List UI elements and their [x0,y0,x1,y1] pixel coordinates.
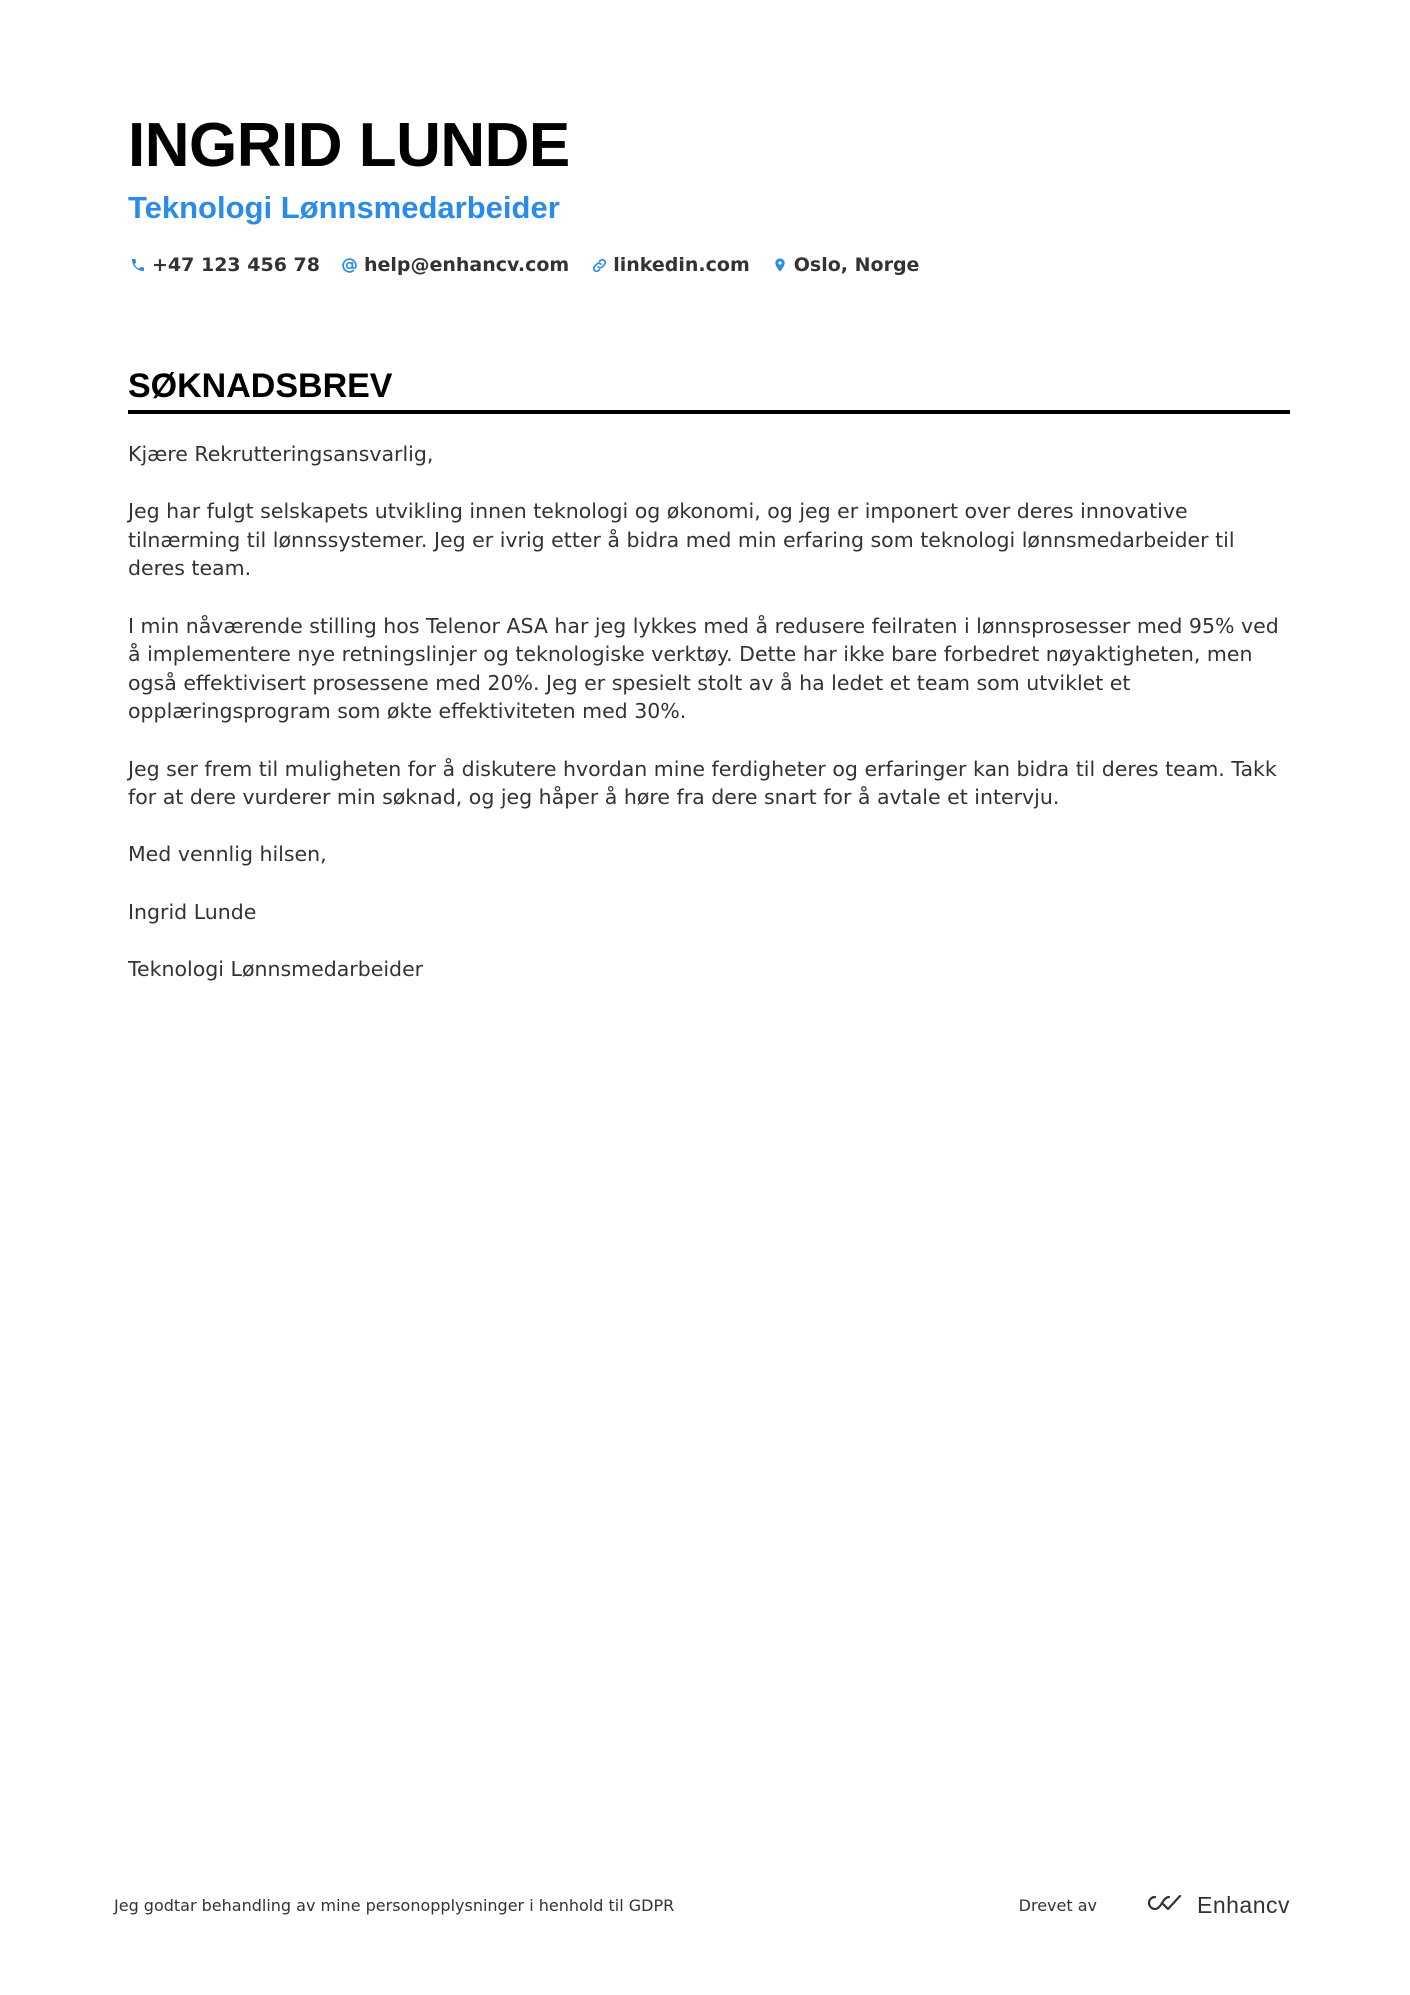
applicant-role: Teknologi Lønnsmedarbeider [128,190,560,225]
at-icon [340,255,360,275]
contact-email [340,254,569,276]
contact-phone [128,254,320,276]
letter-closing: Med vennlig hilsen, [128,842,327,867]
signature-title: Teknologi Lønnsmedarbeider [128,956,424,981]
contact-linkedin [589,254,750,276]
contact-email-text: help@enhancv.com [363,254,570,276]
powered-by-label: Drevet av [1018,1895,1097,1915]
contact-row [128,250,1290,280]
enhancv-logo-icon [1141,1891,1187,1919]
powered-by [1019,1891,1290,1919]
page-footer [114,1890,1290,1920]
cover-letter-page [128,110,1290,1012]
gdpr-consent-text: Jeg godtar behandling av mine personopplysninger i henhold til GDPR [114,1895,675,1915]
contact-location-text: Oslo, Norge [793,254,920,276]
signature-name: Ingrid Lunde [128,899,257,924]
enhancv-logo[interactable] [1141,1891,1290,1919]
phone-icon [128,255,148,275]
enhancv-brand-name: Enhancv [1196,1891,1290,1918]
location-pin-icon [770,255,790,275]
applicant-name: INGRID LUNDE [128,111,570,180]
section-title: SØKNADSBREV [128,366,1290,414]
link-icon [589,255,609,275]
letter-greeting: Kjære Rekrutteringsansvarlig, [128,442,434,466]
letter-paragraph: I min nåværende stilling hos Telenor ASA har jeg lykkes med å redusere feilraten i lønnsprosesser med 95% ved å implementere nye retningslinjer og teknologiske verktøy. Dette har ikke bare forbedret nøyaktigheten, men også effektivisert prosessene med 20%. Jeg er spesielt stolt av å ha ledet et team som utviklet et opplæringsprogram som økte effektiviteten med 30%. [128,613,1279,724]
letter-body [128,440,1290,983]
contact-linkedin-text: linkedin.com [613,254,750,276]
contact-location [770,254,920,276]
letter-paragraph: Jeg har fulgt selskapets utvikling innen teknologi og økonomi, og jeg er imponert over deres innovative tilnærming til lønnssystemer. Jeg er ivrig etter å bidra med min erfaring som teknologi lønnsmedarbeider til deres team. [128,499,1235,581]
contact-phone-text: +47 123 456 78 [152,254,320,276]
letter-paragraph: Jeg ser frem til muligheten for å diskutere hvordan mine ferdigheter og erfaringer kan bidra til deres team. Takk for at dere vurderer min søknad, og jeg håper å høre fra dere snart for å avtale et intervju. [128,756,1277,810]
